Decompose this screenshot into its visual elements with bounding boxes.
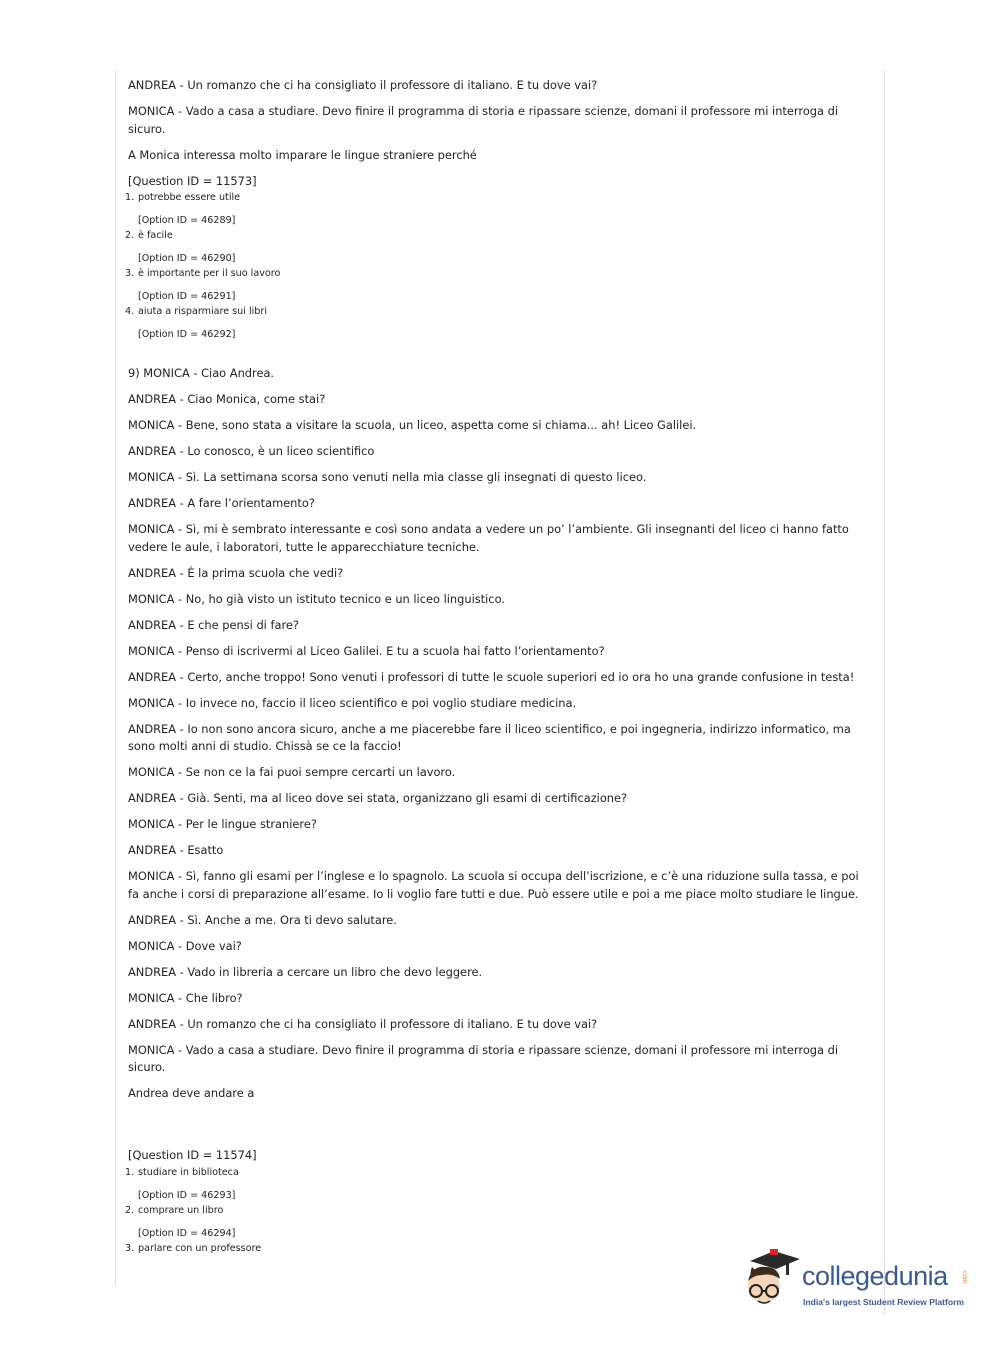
option-item[interactable]: 4. aiuta a risparmiare sui libri [Option ID = 46292]	[125, 304, 868, 342]
dialogue-line: MONICA - Sì. La settimana scorsa sono venuti nella mia classe gli insegnati di questo liceo.	[128, 470, 647, 484]
dialogue-line: MONICA - Bene, sono stata a visitare la scuola, un liceo, aspetta come si chiama... ah! Liceo Galilei.	[128, 418, 697, 432]
logo-suffix: .com	[961, 1269, 968, 1284]
question-prompt: Andrea deve andare a	[128, 1086, 255, 1100]
dialogue-line: MONICA - Sì, fanno gli esami per l’inglese e lo spagnolo. La scuola si occupa dell’iscrizione, e c’è una riduzione sulla tassa, e poi fa anche i corsi di preparazione all’esame. Io li voglio fare tutti e due. Può essere utile e poi a me piace molto studiare le lingue.	[128, 869, 859, 901]
page-border-left	[115, 70, 116, 1285]
option-id: [Option ID = 46292]	[138, 329, 236, 340]
dialogue-line: ANDREA - Ciao Monica, come stai?	[128, 392, 326, 406]
page-border-right	[884, 70, 885, 1315]
dialogue-line: MONICA - Dove vai?	[128, 938, 242, 953]
dialogue-line: ANDREA - Certo, anche troppo! Sono venuti i professori di tutte le scuole superiori ed io ora ho una grande confusione in testa!	[128, 669, 855, 684]
dialogue-line: ANDREA - E che pensi di fare?	[128, 617, 299, 632]
dialogue-line: ANDREA - Vado in libreria a cercare un libro che devo leggere.	[128, 964, 483, 979]
option-text: è importante per il suo lavoro	[138, 268, 281, 279]
logo-tagline: India's largest Student Review Platform	[803, 1297, 965, 1307]
dialogue-line: MONICA - Vado a casa a studiare. Devo finire il programma di storia e ripassare scienze, domani il professore mi interroga di sicuro.	[128, 104, 839, 136]
dialogue-block	[128, 391, 868, 1103]
question-id: [Question ID = 11574]	[128, 1148, 257, 1162]
option-id: [Option ID = 46294]	[138, 1227, 236, 1239]
dialogue-line: MONICA - Io invece no, faccio il liceo scientifico e poi voglio studiare medicina.	[128, 695, 577, 710]
option-id: [Option ID = 46293]	[138, 1189, 236, 1201]
option-id: [Option ID = 46291]	[138, 291, 236, 302]
question-id: [Question ID = 11573]	[128, 173, 257, 188]
dialogue-line: ANDREA - Lo conosco, è un liceo scientifico	[128, 444, 375, 458]
option-item[interactable]: 2. è facile [Option ID = 46290]	[125, 228, 868, 266]
option-item[interactable]: 2. comprare un libro [Option ID = 46294]	[125, 1203, 868, 1241]
dialogue-line: MONICA - Sì, mi è sembrato interessante e così sono andata a vedere un po’ l’ambiente. Gli insegnanti del liceo ci hanno fatto vedere le aule, i laboratori, tutte le apparecchiature tecniche.	[128, 522, 849, 554]
collegedunia-logo	[742, 1247, 972, 1313]
dialogue-line: ANDREA - Un romanzo che ci ha consigliato il professore di italiano. E tu dove vai?	[128, 78, 598, 92]
dialogue-line: ANDREA - Già. Senti, ma al liceo dove sei stata, organizzano gli esami di certificazione?	[128, 791, 628, 805]
dialogue-line: ANDREA - È la prima scuola che vedi?	[128, 565, 344, 580]
logo-wordmark: collegedunia	[802, 1261, 948, 1291]
dialogue-line: ANDREA - Io non sono ancora sicuro, anche a me piacerebbe fare il liceo scientifico, e poi ingegneria, indirizzo informatico, ma sono molti anni di studio. Chissà se ce la faccio!	[128, 721, 851, 753]
option-item[interactable]: 1. potrebbe essere utile [Option ID = 46289]	[125, 190, 868, 228]
option-text: studiare in biblioteca	[138, 1166, 239, 1178]
option-text: comprare un libro	[138, 1204, 224, 1216]
dialogue-line: MONICA - Penso di iscrivermi al Liceo Galilei. E tu a scuola hai fatto l’orientamento?	[128, 643, 605, 658]
dialogue-line: ANDREA - Esatto	[128, 843, 224, 857]
mascot-icon	[742, 1247, 804, 1313]
option-text: è facile	[138, 230, 173, 241]
dialogue-line: MONICA - Se non ce la fai puoi sempre cercarti un lavoro.	[128, 765, 456, 779]
dialogue-line: MONICA - Per le lingue straniere?	[128, 817, 317, 831]
option-id: [Option ID = 46289]	[138, 215, 236, 226]
dialogue-line: MONICA - No, ho già visto un istituto tecnico e un liceo linguistico.	[128, 591, 505, 606]
question-number-heading: 9) MONICA - Ciao Andrea.	[128, 366, 275, 380]
dialogue-line: ANDREA - A fare l’orientamento?	[128, 496, 315, 510]
document-body	[125, 77, 868, 1256]
dialogue-line: MONICA - Vado a casa a studiare. Devo finire il programma di storia e ripassare scienze, domani il professore mi interroga di sicuro.	[128, 1042, 839, 1074]
dialogue-line: MONICA - Che libro?	[128, 990, 243, 1005]
dialogue-line: ANDREA - Un romanzo che ci ha consigliato il professore di italiano. E tu dove vai?	[128, 1016, 598, 1031]
option-id: [Option ID = 46290]	[138, 253, 236, 264]
option-text: aiuta a risparmiare sui libri	[138, 306, 267, 317]
dialogue-line: ANDREA - Sì. Anche a me. Ora ti devo salutare.	[128, 912, 397, 927]
question-prompt: A Monica interessa molto imparare le lingue straniere perché	[128, 147, 477, 162]
option-list	[125, 1165, 868, 1256]
option-list	[125, 190, 868, 342]
option-text: parlare con un professore	[138, 1242, 262, 1254]
option-item[interactable]: 3. parlare con un professore	[125, 1242, 262, 1254]
option-text: potrebbe essere utile	[138, 192, 241, 203]
option-item[interactable]: 1. studiare in biblioteca [Option ID = 46293]	[125, 1165, 868, 1203]
option-item[interactable]: 3. è importante per il suo lavoro [Option ID = 46291]	[125, 266, 868, 304]
